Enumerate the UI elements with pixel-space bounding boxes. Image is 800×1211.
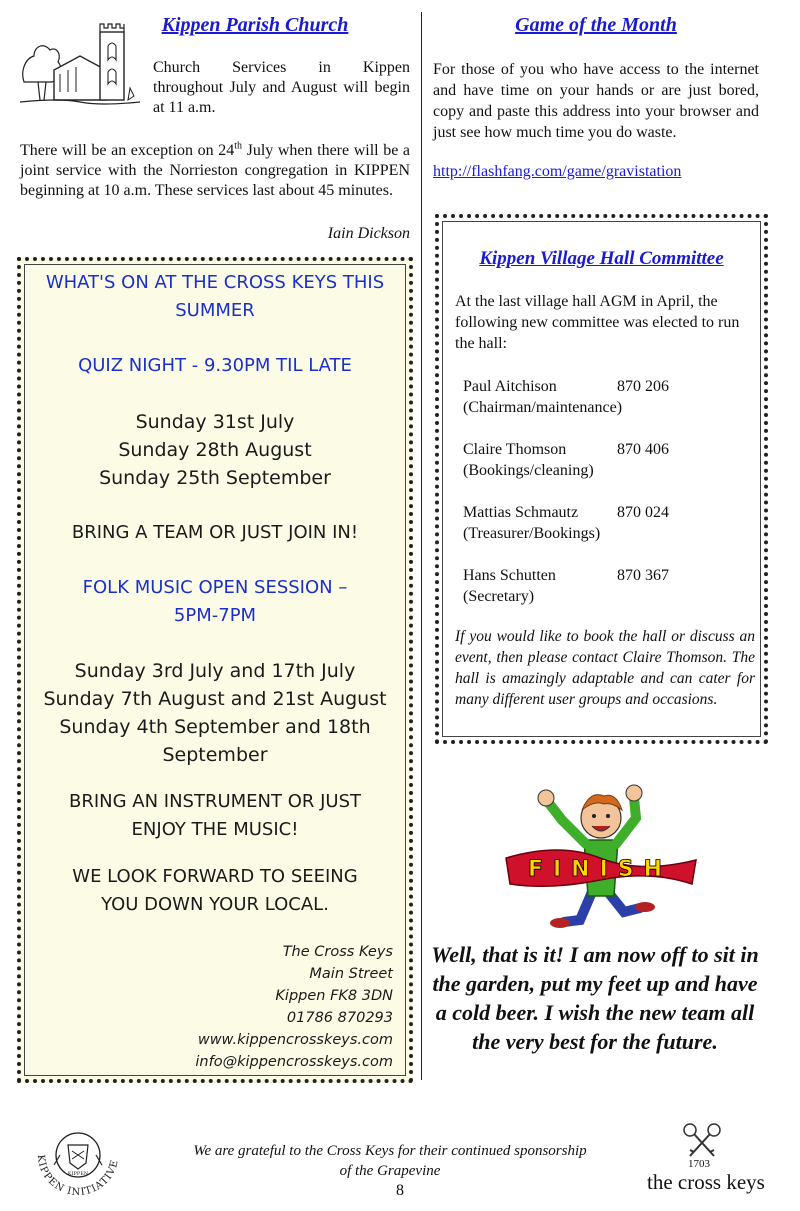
member-phone: 870 367 xyxy=(617,567,669,584)
church-exception-text xyxy=(20,141,410,201)
church-intro-text xyxy=(153,58,410,118)
kippen-logo-inner-text: KIPPEN xyxy=(67,1171,89,1177)
hall-member xyxy=(463,502,753,544)
village-hall-box xyxy=(435,214,768,744)
member-role: (Secretary) xyxy=(463,588,535,605)
page-number: 8 xyxy=(396,1182,404,1199)
kippen-initiative-logo xyxy=(28,1125,128,1205)
ck-address-phone: 01786 870293 xyxy=(286,1010,393,1026)
ck-closing-line2: YOU DOWN YOUR LOCAL. xyxy=(101,894,329,915)
hall-member xyxy=(463,565,753,607)
ck-folk-date-2: Sunday 7th August and 21st August xyxy=(43,688,387,710)
church-intro-line1: Church Services in Kippen xyxy=(153,59,410,76)
exception-sup: th xyxy=(234,140,242,152)
hall-intro-text: At the last village hall AGM in April, the following new committee was elected to run the hall: xyxy=(455,293,740,352)
ck-quiz-date-3: Sunday 25th September xyxy=(99,467,331,489)
ck-folk-heading-line2: 5PM-7PM xyxy=(173,605,257,626)
kippen-logo-text: KIPPEN INITIATIVE xyxy=(34,1154,121,1199)
column-divider xyxy=(421,12,422,1080)
crossed-keys-icon xyxy=(682,1122,722,1158)
member-phone: 870 206 xyxy=(617,378,669,395)
closing-message: Well, that is it! I am now off to sit in the garden, put my feet up and have a cold beer. I wish the new team all the very best for the future. xyxy=(431,942,759,1054)
hall-booking-note: If you would like to book the hall or discuss an event, then please contact Claire Thomson. The hall is amazingly adaptable and can cater for many different user groups and occasions. xyxy=(455,628,755,708)
cross-keys-logo-year: 1703 xyxy=(688,1158,710,1170)
ck-quiz-date-2: Sunday 28th August xyxy=(118,439,312,461)
exception-pre: There will be an exception on 24 xyxy=(20,142,235,159)
ck-folk-callout-line1: BRING AN INSTRUMENT OR JUST xyxy=(68,791,362,812)
exception-post: July when there will be a joint service with the Norrieston congregation in KIPPEN beginning at 10 a.m. These services last about 45 minutes. xyxy=(20,142,410,199)
hall-member xyxy=(463,376,753,418)
game-heading: Game of the Month xyxy=(515,14,677,36)
ck-quiz-date-1: Sunday 31st July xyxy=(135,411,295,433)
finish-banner-text: FINISH xyxy=(527,857,673,882)
member-name: Mattias Schmautz xyxy=(463,504,579,521)
church-intro-rest: throughout July and August will begin at 11 a.m. xyxy=(153,79,410,116)
ck-address-street: Main Street xyxy=(309,966,393,982)
member-role: (Chairman/maintenance) xyxy=(463,399,623,416)
church-author: Iain Dickson xyxy=(327,225,410,242)
hall-heading: Kippen Village Hall Committee xyxy=(479,248,724,269)
ck-address-name: The Cross Keys xyxy=(282,944,393,960)
ck-folk-date-4: September xyxy=(162,744,268,766)
hall-member xyxy=(463,439,753,481)
ck-folk-callout-line2: ENJOY THE MUSIC! xyxy=(131,819,299,840)
member-phone: 870 406 xyxy=(617,441,669,458)
church-heading: Kippen Parish Church xyxy=(161,14,349,36)
church-illustration xyxy=(20,12,140,108)
member-role: (Treasurer/Bookings) xyxy=(463,525,601,542)
cross-keys-box xyxy=(17,257,413,1083)
ck-address-town: Kippen FK8 3DN xyxy=(275,988,393,1004)
game-link[interactable]: http://flashfang.com/game/gravistation xyxy=(433,163,682,180)
ck-heading-line2: SUMMER xyxy=(175,300,255,321)
ck-folk-date-3: Sunday 4th September and 18th xyxy=(59,716,371,738)
member-phone: 870 024 xyxy=(617,504,669,521)
ck-quiz-heading: QUIZ NIGHT - 9.30PM TIL LATE xyxy=(78,355,352,376)
game-text: For those of you who have access to the internet and have time on your hands or are just bored, copy and paste this address into your browser and just see how much time you do waste. xyxy=(433,61,759,141)
ck-address-email[interactable]: info@kippencrosskeys.com xyxy=(195,1054,393,1070)
member-role: (Bookings/cleaning) xyxy=(463,462,594,479)
ck-closing-line1: WE LOOK FORWARD TO SEEING xyxy=(72,866,358,887)
ck-address-website[interactable]: www.kippencrosskeys.com xyxy=(197,1032,393,1048)
member-name: Paul Aitchison xyxy=(463,378,557,395)
ck-heading-line1: WHAT'S ON AT THE CROSS KEYS THIS xyxy=(45,272,385,293)
sponsor-note: We are grateful to the Cross Keys for their continued sponsorship of the Grapevine xyxy=(193,1143,587,1179)
cross-keys-logo xyxy=(640,1122,770,1202)
member-name: Hans Schutten xyxy=(463,567,556,584)
member-name: Claire Thomson xyxy=(463,441,567,458)
ck-quiz-callout: BRING A TEAM OR JUST JOIN IN! xyxy=(71,522,359,543)
cross-keys-logo-name: the cross keys xyxy=(647,1170,765,1194)
finish-cartoon-graphic xyxy=(500,780,700,930)
ck-folk-date-1: Sunday 3rd July and 17th July xyxy=(74,660,356,682)
ck-folk-heading-line1: FOLK MUSIC OPEN SESSION – xyxy=(82,577,348,598)
